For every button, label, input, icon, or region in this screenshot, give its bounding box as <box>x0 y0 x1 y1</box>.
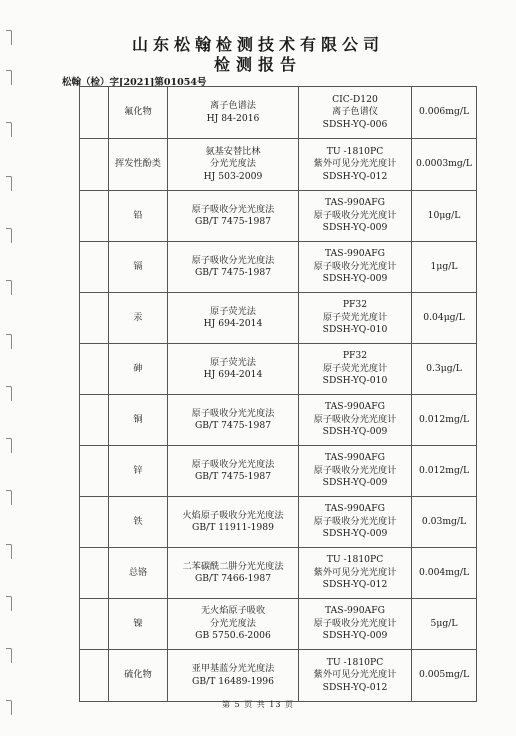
row-blank-cell <box>80 191 109 242</box>
instrument-cell <box>299 139 412 191</box>
instrument-line: SDSH-YQ-009 <box>322 630 388 642</box>
table-row <box>80 242 477 293</box>
row-blank-cell <box>80 293 109 344</box>
method-line: HJ 694-2014 <box>203 369 263 380</box>
table-row <box>80 344 477 395</box>
method-line: 亚甲基蓝分光光度法 <box>191 663 275 675</box>
row-blank-cell <box>80 87 109 139</box>
document-number: 松翰（检）字[2021]第01054号 <box>62 77 207 88</box>
row-blank-cell <box>80 446 109 497</box>
test-method-cell <box>168 191 299 242</box>
instrument-line: 紫外可见分光光度计 <box>313 669 397 681</box>
test-item-cell: 铜 <box>109 395 168 446</box>
method-line: GB/T 16489-1996 <box>192 675 274 687</box>
detection-limit-cell: 0.012mg/L <box>412 446 477 497</box>
instrument-line: 原子吸收分光光度计 <box>313 464 397 476</box>
detection-limit-cell: 1μg/L <box>412 242 477 293</box>
test-method-cell <box>168 293 299 344</box>
table-row <box>80 599 477 650</box>
instrument-cell <box>299 191 412 242</box>
method-line: GB/T 7466-1987 <box>194 573 272 584</box>
test-item-cell: 铁 <box>109 497 168 548</box>
method-line: 原子吸收分光光度法 <box>191 407 275 419</box>
test-method-cell <box>168 395 299 446</box>
instrument-cell <box>299 293 412 344</box>
test-method-cell <box>168 87 299 139</box>
test-method-cell <box>168 242 299 293</box>
detection-limit-cell: 0.006mg/L <box>412 87 477 139</box>
detection-limit-cell: 0.005mg/L <box>412 650 477 702</box>
instrument-cell <box>299 599 412 650</box>
table-row <box>80 650 477 702</box>
detection-limit-cell: 0.03mg/L <box>412 497 477 548</box>
detection-limit-cell: 0.0003mg/L <box>412 139 477 191</box>
instrument-cell <box>299 395 412 446</box>
instrument-line: TAS-990AFG <box>325 248 385 260</box>
instrument-line: 原子吸收分光光度计 <box>313 209 397 221</box>
instrument-line: PF32 <box>342 350 368 362</box>
row-blank-cell <box>80 548 109 599</box>
instrument-line: PF32 <box>342 299 368 311</box>
row-blank-cell <box>80 139 109 191</box>
table-row <box>80 293 477 344</box>
instrument-line: 原子吸收分光光度计 <box>313 260 397 272</box>
test-method-cell <box>168 548 299 599</box>
test-item-cell: 硫化物 <box>109 650 168 702</box>
detection-limit-cell: 5μg/L <box>412 599 477 650</box>
method-line: GB/T 11911-1989 <box>192 522 274 533</box>
instrument-cell <box>299 497 412 548</box>
instrument-line: SDSH-YQ-012 <box>322 681 388 693</box>
method-line: 原子吸收分光光度法 <box>191 254 275 266</box>
test-method-cell <box>168 599 299 650</box>
test-item-cell: 铅 <box>109 191 168 242</box>
test-item-cell: 汞 <box>109 293 168 344</box>
instrument-line: TAS-990AFG <box>325 503 385 515</box>
instrument-cell <box>299 87 412 139</box>
test-method-cell <box>168 497 299 548</box>
instrument-line: 原子荧光光度计 <box>322 362 388 374</box>
instrument-line: 紫外可见分光光度计 <box>313 566 397 578</box>
instrument-line: CIC-D120 <box>332 93 378 105</box>
instrument-line: 离子色谱仪 <box>332 106 378 118</box>
test-item-cell: 镉 <box>109 242 168 293</box>
row-blank-cell <box>80 497 109 548</box>
method-line: 无火焰原子吸收 <box>200 605 266 617</box>
instrument-line: 紫外可见分光光度计 <box>313 158 397 170</box>
test-method-cell <box>168 446 299 497</box>
instrument-line: SDSH-YQ-009 <box>322 528 388 540</box>
row-blank-cell <box>80 599 109 650</box>
instrument-line: TAS-990AFG <box>325 452 385 464</box>
binding-mark <box>6 280 12 295</box>
method-line: 二苯碳酰二肼分光光度法 <box>182 560 284 572</box>
binding-mark <box>6 648 12 663</box>
method-line: GB/T 7475-1987 <box>194 420 272 431</box>
instrument-line: SDSH-YQ-012 <box>322 579 388 591</box>
binding-mark <box>6 596 12 611</box>
page-number: 第 5 页 共 13 页 <box>222 700 294 709</box>
table-row <box>80 446 477 497</box>
method-line: 离子色谱法 <box>210 100 256 112</box>
instrument-line: SDSH-YQ-010 <box>322 324 388 336</box>
instrument-line: TU -1810PC <box>326 656 384 668</box>
method-line: GB/T 7475-1987 <box>194 216 272 227</box>
binding-margin <box>0 0 14 736</box>
detection-limit-cell: 0.3μg/L <box>412 344 477 395</box>
detection-limit-cell: 10μg/L <box>412 191 477 242</box>
row-blank-cell <box>80 395 109 446</box>
company-name: 山东松翰检测技术有限公司 <box>131 35 384 54</box>
binding-mark <box>6 438 12 453</box>
test-method-cell <box>168 344 299 395</box>
method-line: GB 5750.6-2006 <box>195 630 271 642</box>
table-row <box>80 139 477 191</box>
table-row <box>80 497 477 548</box>
instrument-cell <box>299 548 412 599</box>
instrument-line: 原子吸收分光光度计 <box>313 617 397 629</box>
test-item-cell: 锌 <box>109 446 168 497</box>
instrument-line: 原子吸收分光光度计 <box>313 413 397 425</box>
test-item-cell: 挥发性酚类 <box>109 139 168 191</box>
detection-limit-cell: 0.004mg/L <box>412 548 477 599</box>
row-blank-cell <box>80 344 109 395</box>
instrument-line: SDSH-YQ-009 <box>322 426 388 438</box>
table-body <box>80 87 477 702</box>
binding-mark <box>6 334 12 349</box>
binding-mark <box>6 228 12 243</box>
test-method-cell <box>168 650 299 702</box>
method-line: 原子荧光法 <box>210 356 256 368</box>
test-item-cell: 氟化物 <box>109 87 168 139</box>
instrument-line: TAS-990AFG <box>325 605 385 617</box>
instrument-cell <box>299 446 412 497</box>
table-row <box>80 87 477 139</box>
binding-mark <box>6 122 12 137</box>
method-line: HJ 84-2016 <box>206 112 260 124</box>
instrument-line: 原子吸收分光光度计 <box>313 515 397 527</box>
binding-mark <box>6 544 12 559</box>
method-line: 火焰原子吸收分光光度法 <box>182 509 284 521</box>
instrument-line: SDSH-YQ-006 <box>322 118 388 130</box>
binding-mark <box>6 176 12 191</box>
instrument-cell <box>299 344 412 395</box>
method-line: 原子荧光法 <box>210 305 256 317</box>
row-blank-cell <box>80 242 109 293</box>
instrument-line: TAS-990AFG <box>325 197 385 209</box>
instrument-line: SDSH-YQ-009 <box>322 273 388 285</box>
method-line: 原子吸收分光光度法 <box>191 203 275 215</box>
table-row <box>80 548 477 599</box>
instrument-cell <box>299 650 412 702</box>
instrument-line: SDSH-YQ-012 <box>322 170 388 182</box>
row-blank-cell <box>80 650 109 702</box>
instrument-line: TU -1810PC <box>326 554 384 566</box>
instrument-line: TU -1810PC <box>326 145 384 157</box>
method-line: GB/T 7475-1987 <box>194 267 272 278</box>
test-item-cell: 镍 <box>109 599 168 650</box>
instrument-line: SDSH-YQ-009 <box>322 477 388 489</box>
method-line: HJ 503-2009 <box>203 170 263 182</box>
binding-mark <box>6 490 12 505</box>
test-item-cell: 砷 <box>109 344 168 395</box>
method-line: 原子吸收分光光度法 <box>191 458 275 470</box>
detection-limit-cell: 0.012mg/L <box>412 395 477 446</box>
method-line: 分光光度法 <box>210 617 256 629</box>
table-row <box>80 191 477 242</box>
binding-mark <box>6 386 12 401</box>
method-line: 氨基安替比林 <box>205 145 261 157</box>
instrument-line: TAS-990AFG <box>325 401 385 413</box>
instrument-line: SDSH-YQ-010 <box>322 375 388 387</box>
instrument-cell <box>299 242 412 293</box>
table-row <box>80 395 477 446</box>
report-title: 检测报告 <box>213 55 302 74</box>
method-line: 分光光度法 <box>210 158 256 170</box>
method-line: GB/T 7475-1987 <box>194 471 272 482</box>
test-method-cell <box>168 139 299 191</box>
method-line: HJ 694-2014 <box>203 318 263 329</box>
test-methods-table <box>79 86 477 702</box>
test-item-cell: 总铬 <box>109 548 168 599</box>
detection-limit-cell: 0.04μg/L <box>412 293 477 344</box>
instrument-line: SDSH-YQ-009 <box>322 222 388 234</box>
instrument-line: 原子荧光光度计 <box>322 311 388 323</box>
